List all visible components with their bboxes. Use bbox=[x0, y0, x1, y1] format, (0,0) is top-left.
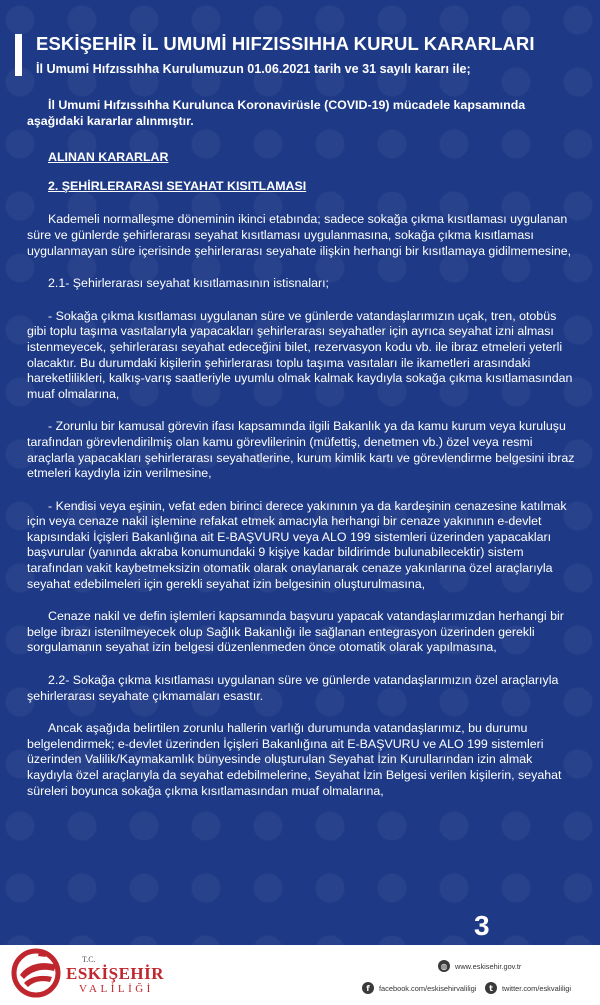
footer-facebook[interactable] bbox=[362, 982, 476, 994]
page-number: 3 bbox=[474, 910, 490, 941]
eskisehir-valiligi-logo bbox=[6, 943, 166, 1001]
paragraph-6: Cenaze nakil ve defin işlemleri kapsamında başvuru yapacak vatandaşlarımızdan herhangi bir belge ibrazı istenilmeyecek olup Sağlık Bakanlığı ile sağlanan entegrasyon üzerinden gerekli sorgulamanın seyahat izin belgesi düzenlenmeden önce otomatik olarak yapılmasına, bbox=[27, 609, 564, 655]
title-accent-bar bbox=[15, 34, 22, 76]
paragraph-1: Kademeli normalleşme döneminin ikinci etabında; sadece sokağa çıkma kısıtlaması uygulanan süre ve günlerde şehirlerarası seyahat kısıtlaması uygulanmasına, sokağa çıkma kısıtlaması uygulanmayan süre içerisinde şehirlerarası seyahate ilişkin herhangi bir kısıtlamaya gidilmemesine, bbox=[27, 212, 572, 258]
heading-decisions: ALINAN KARARLAR bbox=[48, 150, 169, 165]
logo-name-text: ESKİŞEHİR bbox=[66, 964, 165, 983]
paragraph-2: 2.1- Şehirlerarası seyahat kısıtlamasının istisnaları; bbox=[48, 276, 329, 291]
page-title: ESKİŞEHİR İL UMUMİ HIFZISSIHHA KURUL KARARLARI bbox=[36, 33, 535, 54]
logo-tc-text: T.C. bbox=[82, 955, 96, 964]
twitter-icon: t bbox=[485, 982, 497, 994]
intro-paragraph: İl Umumi Hıfzıssıhha Kurulunca Koronavirüsle (COVID-19) mücadele kapsamında aşağıdaki kararlar alınmıştır. bbox=[27, 98, 526, 128]
heading-section: 2. ŞEHİRLERARASI SEYAHAT KISITLAMASI bbox=[48, 178, 307, 193]
twitter-text: twitter.com/eskvaliligi bbox=[502, 983, 571, 993]
paragraph-8: Ancak aşağıda belirtilen zorunlu hallerin varlığı durumunda vatandaşlarımız, bu durumu belgelendirmek; e-devlet üzerinden İçişleri Bakanlığına ait E-BAŞVURU ve ALO 199 sistemleri üzerinden Valilik/Kaymakamlık bünyesinde oluşturulan Seyahat İzin Kurullarından izin almak kaydıyla özel araçlarıyla da seyahat edebilmelerine, Seyahat İzin Belgesi verilen kişilerin, seyahat süreleri boyunca sokağa çıkma kısıtlamasından muaf olmalarına, bbox=[27, 721, 562, 798]
paragraph-7: 2.2- Sokağa çıkma kısıtlaması uygulanan süre ve günlerde vatandaşlarımızın özel araçlarıyla şehirlerarası seyahate çıkmamaları esastır. bbox=[27, 673, 559, 703]
logo-sub-text: VALİLİĞİ bbox=[79, 983, 154, 995]
document-body bbox=[27, 98, 575, 816]
page-subtitle: İl Umumi Hıfzıssıhha Kurulumuzun 01.06.2021 tarih ve 31 sayılı kararı ile; bbox=[36, 62, 471, 76]
paragraph-5: - Kendisi veya eşinin, vefat eden birinci derece yakınının ya da kardeşinin cenazesine katılmak için veya cenaze nakil işlemine refakat etmek amacıyla herhangi bir cenaze yakınının e-devlet kapısındaki İçişleri Bakanlığına ait E-BAŞVURU veya ALO 199 sistemleri üzerinden yapacakları başvurular (yanında akraba konumundaki 9 kişiye kadar bildirimde bulunabilecektir) sistem tarafından vakit kaybetmeksizin otomatik olarak onaylanarak cenaze yakınlarına özel araçlarıyla seyahat edebilmeleri için gerekli seyahat izin belgesinin oluşturulmasına, bbox=[27, 498, 567, 591]
website-text: www.eskisehir.gov.tr bbox=[455, 961, 522, 971]
facebook-icon: f bbox=[362, 982, 374, 994]
globe-icon: ◍ bbox=[438, 960, 450, 972]
footer-twitter[interactable] bbox=[485, 982, 571, 994]
footer-website[interactable] bbox=[438, 960, 521, 972]
paragraph-3: - Sokağa çıkma kısıtlaması uygulanan süre ve günlerde vatandaşlarımızın uçak, tren, otobüs gibi toplu taşıma vasıtalarıyla yapacakları şehirlerarası seyahatler için ayrıca seyahat izni alması istenmeyecek, şehirlerarası seyahat edeceğini bilet, rezervasyon kodu vb. ile ibraz etmeleri yeterli olacaktır. Bu durumdaki kişilerin şehirlerarası toplu taşıma vasıtaları ile ikametleri arasındaki hareketlilikleri, kalkış-varış saatleriyle uyumlu olmak kalmak kaydıyla sokağa çıkma kısıtlamasından muaf olmalarına, bbox=[27, 308, 573, 401]
facebook-text: facebook.com/eskisehirvaliligi bbox=[379, 983, 477, 993]
paragraph-4: - Zorunlu bir kamusal görevin ifası kapsamında ilgili Bakanlık ya da kamu kurum veya kuruluşu tarafından görevlendirilmiş olan kamu görevlilerinin (müfettiş, denetmen vb.) özel veya resmi araçlarla yapacakları şehirlerarası seyahatlerine, kurum kimlik kartı ve görevlendirme belgesini ibraz etmeleri kaydıyla izin verilmesine, bbox=[27, 419, 575, 481]
logo-emblem-icon bbox=[10, 945, 66, 999]
